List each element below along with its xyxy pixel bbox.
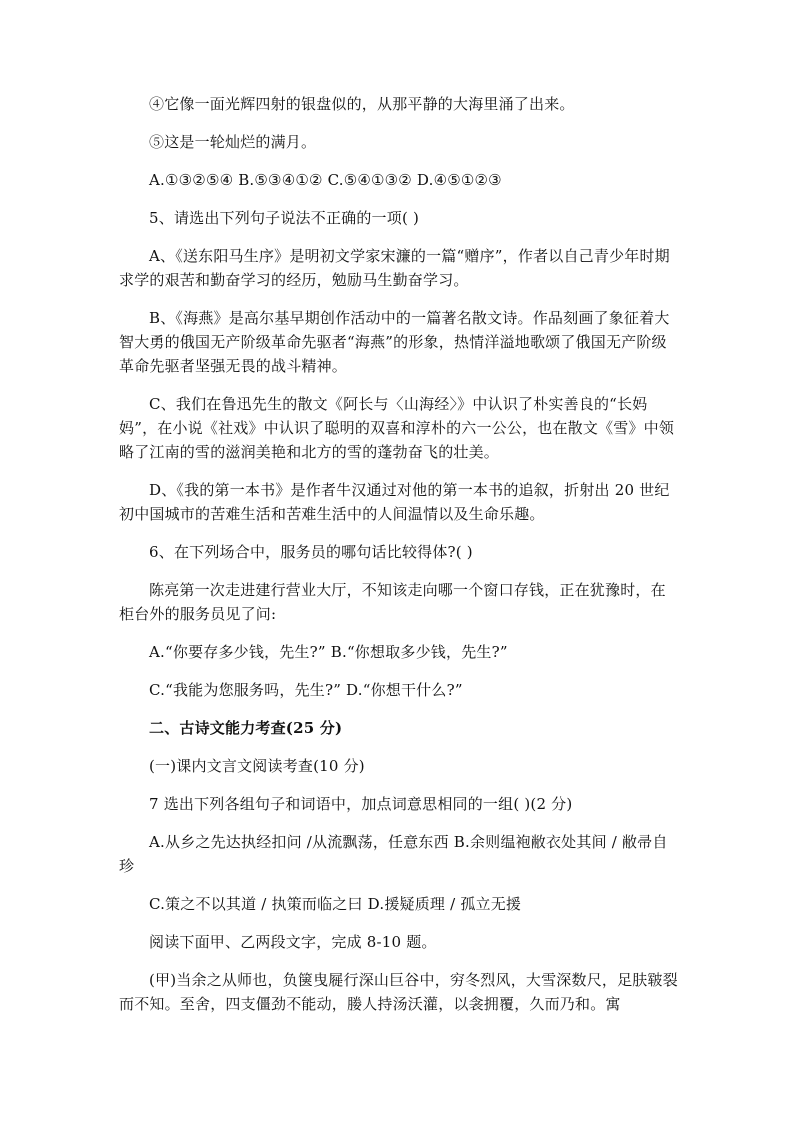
question-7-options-ab: A.从乡之先达执经扣问 /从流飘荡，任意东西 B.余则缊袍敝衣处其间 / 敝帚自珍 [119, 833, 668, 875]
question-6: 6、在下列场合中，服务员的哪句话比较得体?( ) [149, 543, 473, 561]
question-4-options: A.①③②⑤④ B.⑤③④①② C.⑤④①③② D.④⑤①②③ [149, 171, 502, 189]
subsection-title-1: (一)课内文言文阅读考查(10 分) [149, 757, 365, 775]
question-7: 7 选出下列各组句子和词语中，加点词意思相同的一组( )(2 分) [149, 795, 573, 813]
question-5: 5、请选出下列句子说法不正确的一项( ) [149, 209, 420, 227]
question-6-options-cd: C.“我能为您服务吗，先生?” D.“你想干什么?” [149, 681, 463, 699]
question-5-option-b: B、《海燕》是高尔基早期创作活动中的一篇著名散文诗。作品刻画了象征着大智大勇的俄国无产阶级革命先驱者“海燕”的形象，热情洋溢地歌颂了俄国无产阶级革命先驱者坚强无畏的战斗精神。 [119, 309, 670, 375]
question-5-option-d: D、《我的第一本书》是作者牛汉通过对他的第一本书的追叙，折射出 20 世纪初中国城市的苦难生活和苦难生活中的人间温情以及生命乐趣。 [119, 481, 670, 523]
question-5-option-c: C、我们在鲁迅先生的散文《阿长与〈山海经〉》中认识了朴实善良的“长妈妈”，在小说《社戏》中认识了聪明的双喜和淳朴的六一公公，也在散文《雪》中领略了江南的雪的滋润美艳和北方的雪的蓬勃奋飞的壮美。 [119, 395, 675, 461]
document-body [119, 92, 679, 1016]
passage-jia: (甲)当余之从师也，负箧曳屣行深山巨谷中，穷冬烈风，大雪深数尺，足肤皲裂而不知。至舍，四支僵劲不能动，媵人持汤沃灌，以衾拥覆，久而乃和。寓 [119, 971, 678, 1013]
question-6-context: 陈亮第一次走进建行营业大厅，不知该走向哪一个窗口存钱，正在犹豫时，在柜台外的服务员见了问: [119, 581, 666, 623]
question-7-options-cd: C.策之不以其道 / 执策而临之曰 D.援疑质理 / 孤立无援 [149, 895, 522, 913]
question-6-options-ab: A.“你要存多少钱，先生?” B.“你想取多少钱，先生?” [149, 643, 508, 661]
text-line-2: ⑤这是一轮灿烂的满月。 [149, 133, 317, 151]
question-5-option-a: A、《送东阳马生序》是明初文学家宋濂的一篇“赠序”，作者以自己青少年时期求学的艰苦和勤奋学习的经历，勉励马生勤奋学习。 [119, 247, 670, 289]
section-title-2: 二、古诗文能力考查(25 分) [149, 719, 343, 737]
text-line-1: ④它像一面光辉四射的银盘似的，从那平静的大海里涌了出来。 [149, 95, 575, 113]
reading-instruction: 阅读下面甲、乙两段文字，完成 8-10 题。 [149, 933, 437, 951]
